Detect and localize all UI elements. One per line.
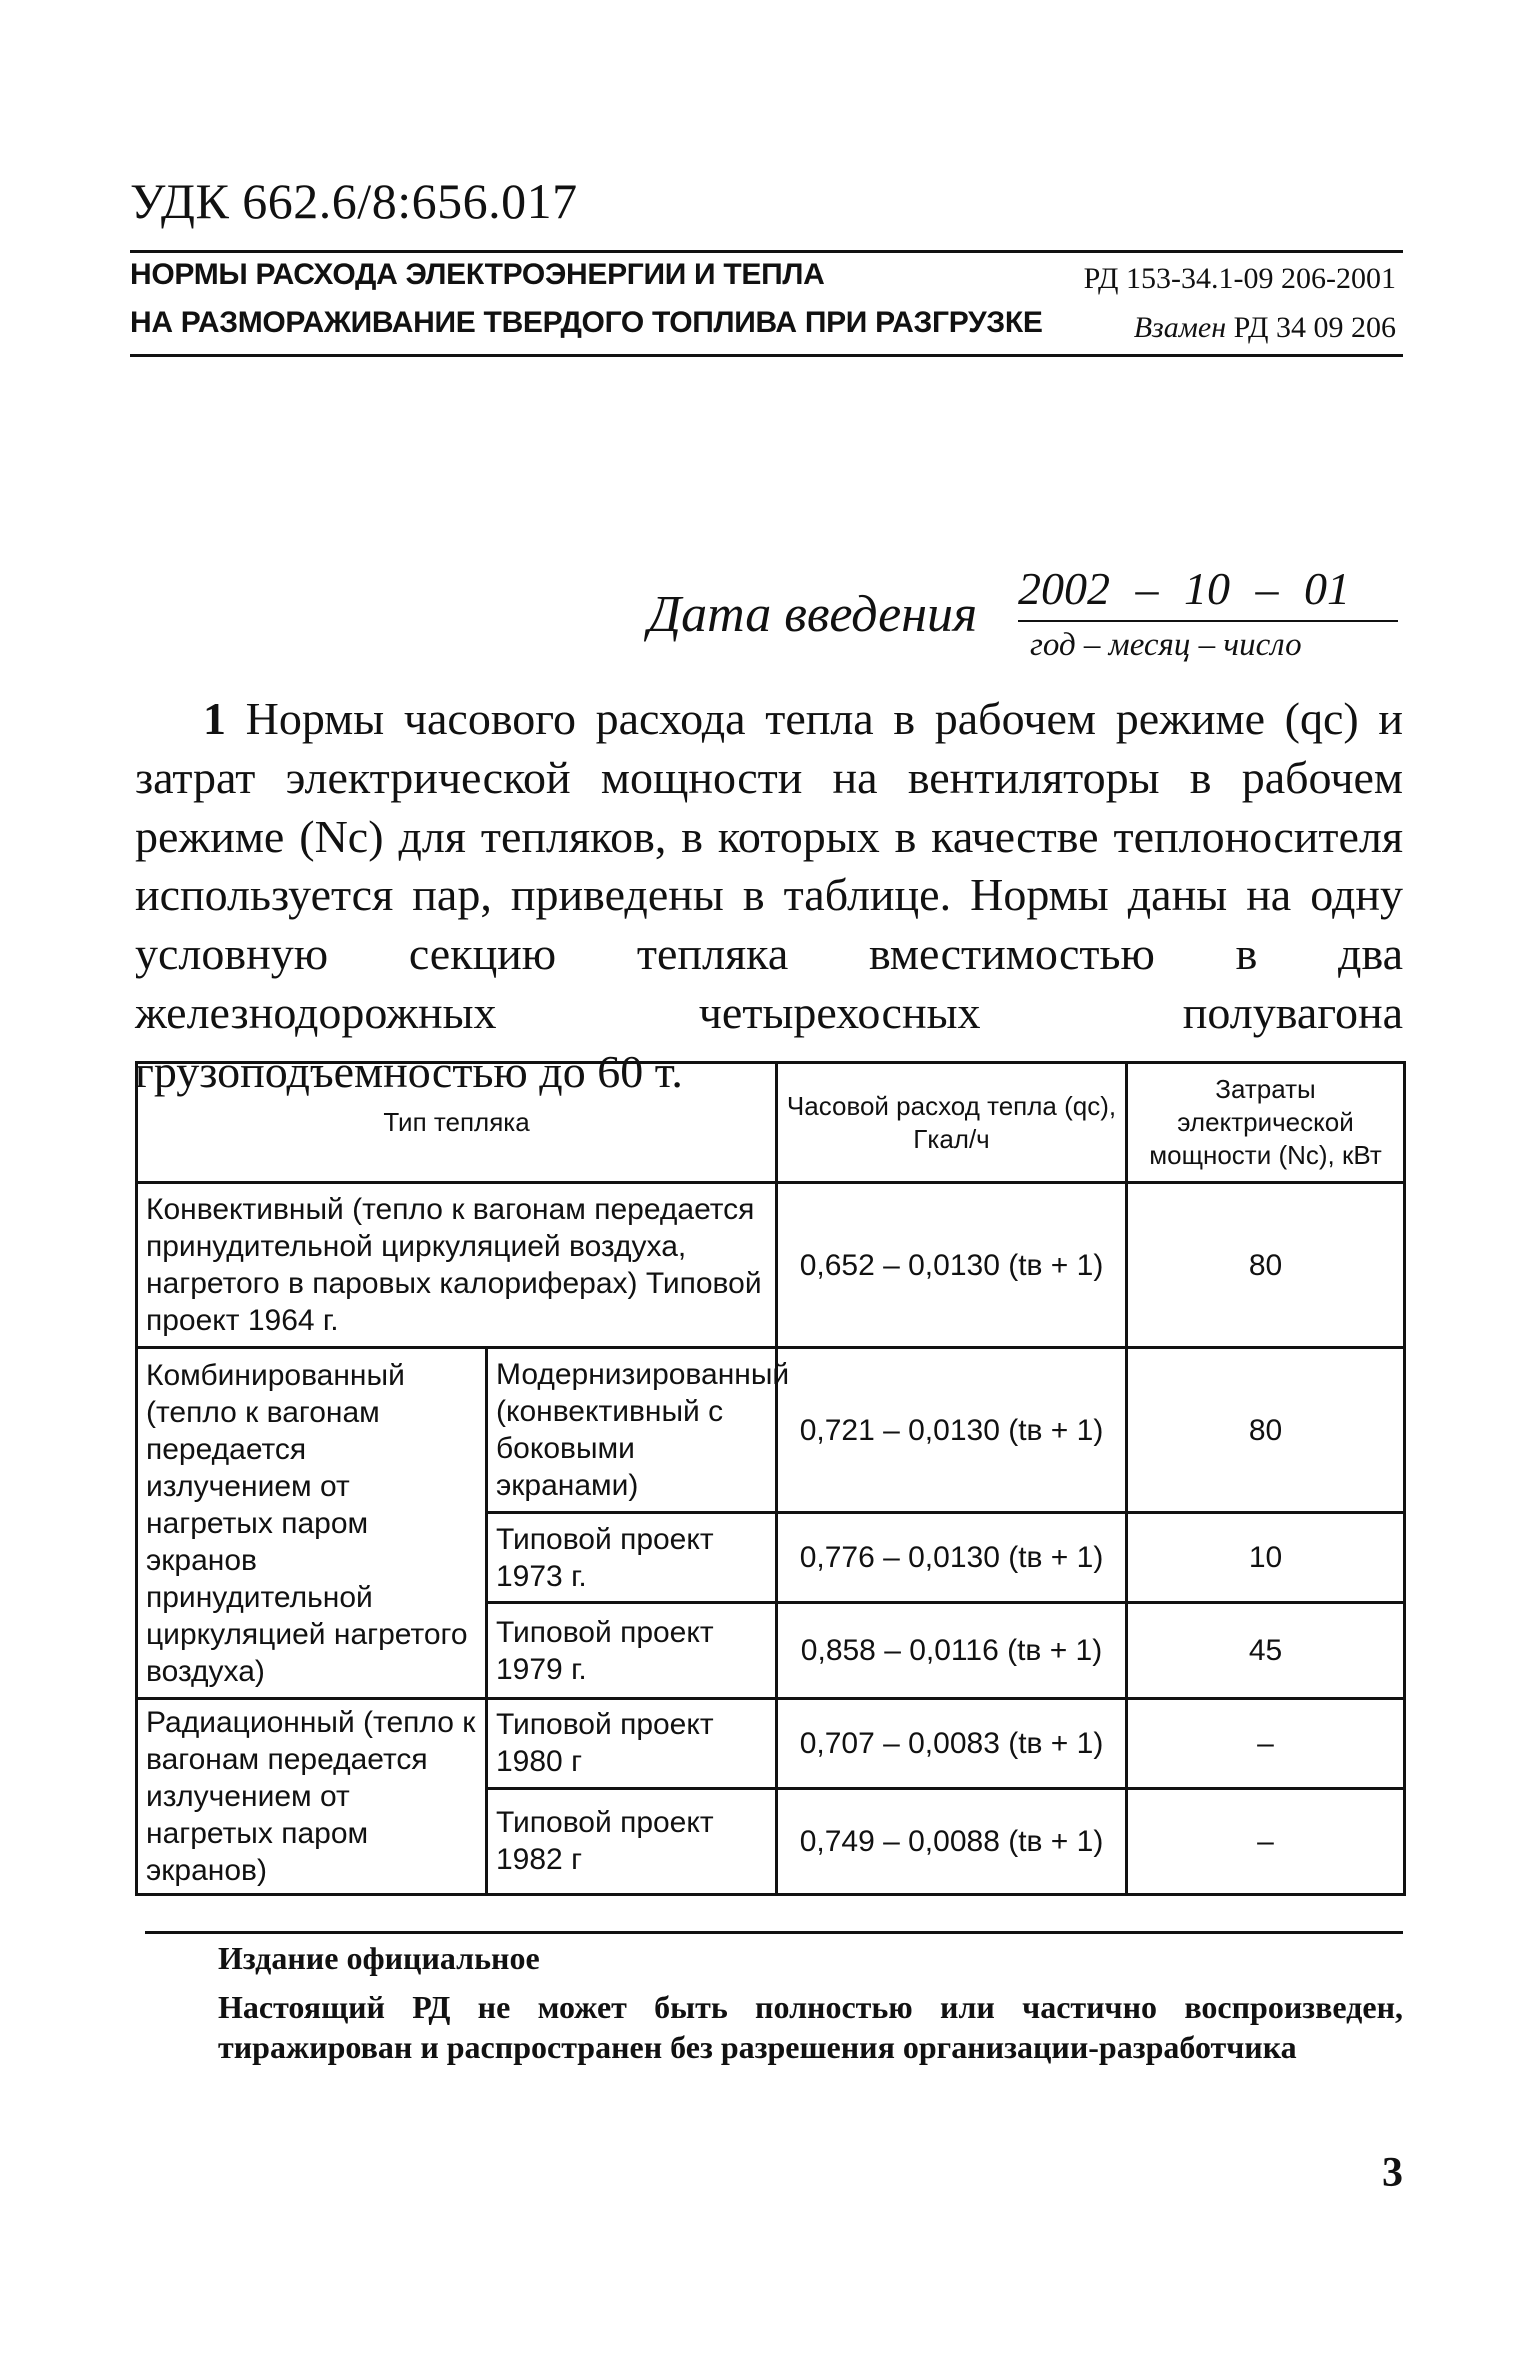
paragraph-1	[135, 690, 1403, 1102]
row-radiation-power-2: –	[1127, 1788, 1405, 1894]
table-header-row	[137, 1063, 1405, 1183]
intro-date-rule	[1018, 620, 1398, 622]
header-heat: Часовой расход тепла (qc), Гкал/ч	[777, 1063, 1127, 1183]
header-bottom-rule	[130, 354, 1403, 357]
replaces-doc-number: РД 34 09 206	[1233, 311, 1396, 344]
replaces-document	[1134, 311, 1396, 345]
row-radiation-project-2: Типовой проект 1982 г	[487, 1788, 777, 1894]
norms-table	[135, 1061, 1406, 1896]
row-combined-project-3: Типовой проект 1979 г.	[487, 1603, 777, 1699]
document-title-line-2: НА РАЗМОРАЖИВАНИЕ ТВЕРДОГО ТОПЛИВА ПРИ РАЗГРУЗКЕ	[130, 306, 1043, 339]
row-radiation-project-1: Типовой проект 1980 г	[487, 1699, 777, 1789]
udk-code: УДК 662.6/8:656.017	[130, 173, 578, 229]
row-combined-type: Комбинированный (тепло к вагонам передается излучением от нагретых паром экранов принудительной циркуляцией нагретого воздуха)	[137, 1348, 487, 1699]
table-row	[137, 1183, 1405, 1348]
table-row	[137, 1699, 1405, 1789]
table-row	[137, 1348, 1405, 1513]
intro-date-caption: год – месяц – число	[1030, 627, 1302, 663]
row-combined-heat-1: 0,721 – 0,0130 (tв + 1)	[777, 1348, 1127, 1513]
row-combined-power-1: 80	[1127, 1348, 1405, 1513]
document-title-line-1: НОРМЫ РАСХОДА ЭЛЕКТРОЭНЕРГИИ И ТЕПЛА	[130, 258, 825, 291]
intro-date-values: 2002 – 10 – 01	[1018, 563, 1350, 614]
header-power: Затраты электрической мощности (Nc), кВт	[1127, 1063, 1405, 1183]
row-combined-project-1: Модернизированный (конвективный с боковыми экранами)	[487, 1348, 777, 1513]
footer-rule	[145, 1931, 1403, 1934]
row-combined-heat-2: 0,776 – 0,0130 (tв + 1)	[777, 1513, 1127, 1603]
row-radiation-type: Радиационный (тепло к вагонам передается излучением от нагретых паром экранов)	[137, 1699, 487, 1895]
row-convective-heat: 0,652 – 0,0130 (tв + 1)	[777, 1183, 1127, 1348]
edition-label: Издание официальное	[218, 1940, 540, 1976]
header-top-rule	[130, 250, 1403, 253]
document-number: РД 153-34.1-09 206-2001	[1083, 262, 1396, 295]
paragraph-text: Нормы часового расхода тепла в рабочем режиме (qc) и затрат электрической мощности на вентиляторы в рабочем режиме (Nc) для тепляков, в которых в качестве теплоносителя используется пар, приведены в таблице. Нормы даны на одну условную секцию тепляка вместимостью в два железнодорожных четырехосных полувагона грузоподъемностью до 60 т.	[135, 693, 1404, 1097]
row-combined-project-2: Типовой проект 1973 г.	[487, 1513, 777, 1603]
page-number: 3	[1382, 2150, 1403, 2196]
row-combined-power-2: 10	[1127, 1513, 1405, 1603]
row-radiation-heat-2: 0,749 – 0,0088 (tв + 1)	[777, 1788, 1127, 1894]
row-convective-power: 80	[1127, 1183, 1405, 1348]
row-combined-power-3: 45	[1127, 1603, 1405, 1699]
intro-date-label: Дата введения	[648, 586, 978, 643]
row-convective-type: Конвективный (тепло к вагонам передается принудительной циркуляцией воздуха, нагретого в паровых калориферах) Типовой проект 1964 г.	[137, 1183, 777, 1348]
copyright-notice: Настоящий РД не может быть полностью или частично воспроизведен, тиражирован и распространен без разрешения организации-разработчика	[218, 1989, 1403, 2065]
paragraph-number: 1	[203, 693, 226, 744]
row-radiation-power-1: –	[1127, 1699, 1405, 1789]
row-combined-heat-3: 0,858 – 0,0116 (tв + 1)	[777, 1603, 1127, 1699]
replaces-prefix: Взамен	[1133, 311, 1227, 344]
row-radiation-heat-1: 0,707 – 0,0083 (tв + 1)	[777, 1699, 1127, 1789]
header-type: Тип тепляка	[137, 1063, 777, 1183]
